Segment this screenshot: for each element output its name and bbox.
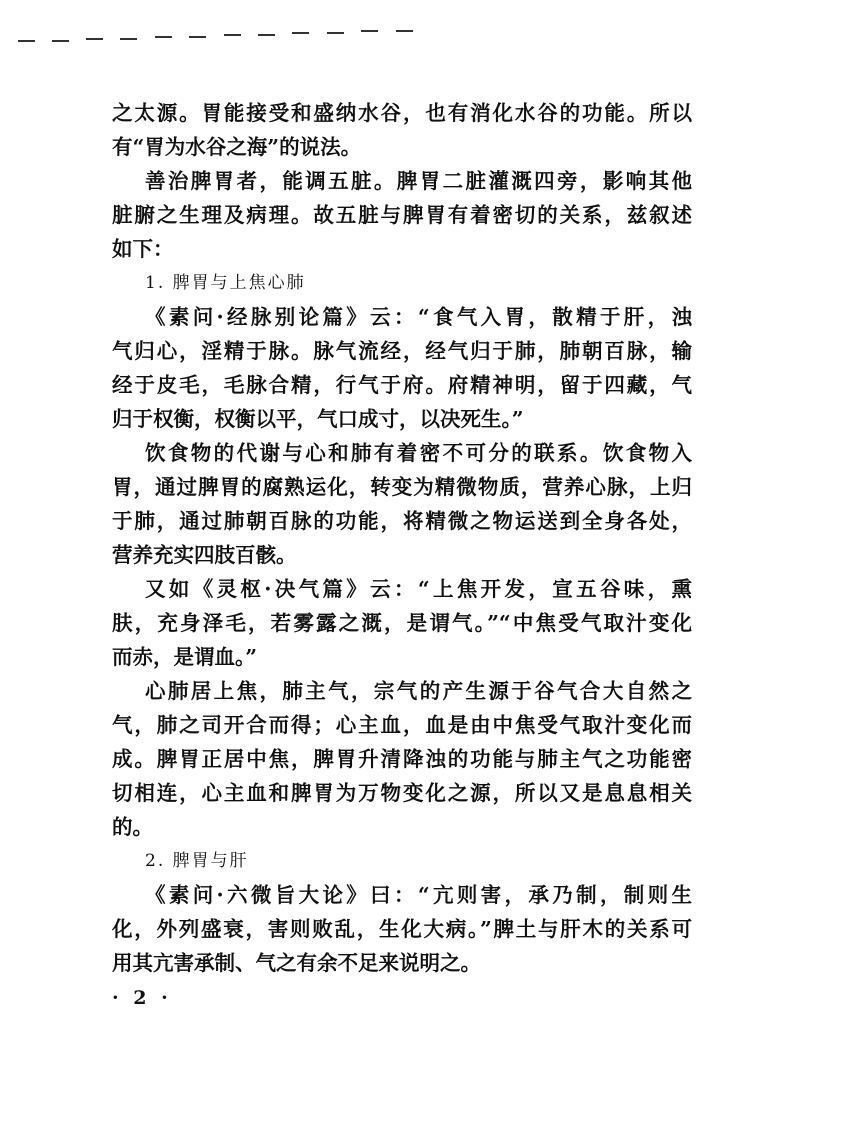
dash-mark (361, 30, 378, 32)
dash-mark (292, 32, 309, 34)
text-line: 胃，通过脾胃的腐熟运化，转变为精微物质，营养心脉，上归 (112, 475, 692, 499)
dash-mark (189, 36, 206, 38)
text-line: 善治脾胃者，能调五脏。脾胃二脏灌溉四旁，影响其他 (145, 169, 692, 193)
text-line: 化，外列盛衰，害则败乱，生化大病。”脾土与肝木的关系可 (112, 917, 692, 941)
body-text (112, 96, 692, 980)
dash-mark (258, 34, 275, 36)
text-line: 饮食物的代谢与心和肺有着密不可分的联系。饮食物入 (145, 441, 692, 465)
text-line: 经于皮毛，毛脉合精，行气于府。府精神明，留于四藏，气 (112, 373, 692, 397)
dash-mark (327, 32, 344, 34)
text-line: 肤，充身泽毛，若雾露之溉，是谓气。”“中焦受气取汁变化 (112, 611, 692, 635)
text-line: 脏腑之生理及病理。故五脏与脾胃有着密切的关系，兹叙述 (112, 203, 692, 227)
page-number: · 2 · (112, 987, 172, 1009)
scan-dash-marks (0, 14, 420, 48)
section-heading: 2. 脾胃与肝 (145, 851, 249, 871)
text-line: 成。脾胃正居中焦，脾胃升清降浊的功能与肺主气之功能密 (112, 747, 692, 771)
text-line: 于肺，通过肺朝百脉的功能，将精微之物运送到全身各处， (112, 509, 692, 533)
section-heading: 1. 脾胃与上焦心肺 (145, 273, 306, 293)
text-line: 营养充实四肢百骸。 (112, 543, 297, 567)
text-line: 切相连，心主血和脾胃为万物变化之源，所以又是息息相关 (112, 781, 692, 805)
text-line: 《素问·经脉别论篇》云：“食气入胃，散精于肝，浊 (145, 305, 692, 329)
dash-mark (155, 36, 172, 38)
text-line: 之太源。胃能接受和盛纳水谷，也有消化水谷的功能。所以 (112, 101, 692, 125)
text-line: 归于权衡，权衡以平，气口成寸，以决死生。” (112, 407, 524, 431)
text-line: 用其亢害承制、气之有余不足来说明之。 (112, 951, 481, 975)
dash-mark (396, 30, 413, 32)
text-line: 而赤，是谓血。” (112, 645, 258, 669)
text-line: 的。 (112, 815, 153, 839)
text-line: 如下： (112, 237, 174, 261)
text-line: 有“胃为水谷之海”的说法。 (112, 135, 362, 159)
dash-mark (120, 38, 137, 40)
dash-mark (224, 34, 241, 36)
text-line: 气，肺之司开合而得；心主血，血是由中焦受气取汁变化而 (112, 713, 692, 737)
dash-mark (18, 40, 35, 42)
dash-mark (52, 40, 69, 42)
dash-mark (86, 38, 103, 40)
text-line: 气归心，淫精于脉。脉气流经，经气归于肺，肺朝百脉，输 (112, 339, 692, 363)
text-line: 又如《灵枢·决气篇》云：“上焦开发，宣五谷味，熏 (145, 577, 692, 601)
text-line: 《素问·六微旨大论》曰：“亢则害，承乃制，制则生 (145, 883, 692, 907)
text-line: 心肺居上焦，肺主气，宗气的产生源于谷气合大自然之 (145, 679, 692, 703)
